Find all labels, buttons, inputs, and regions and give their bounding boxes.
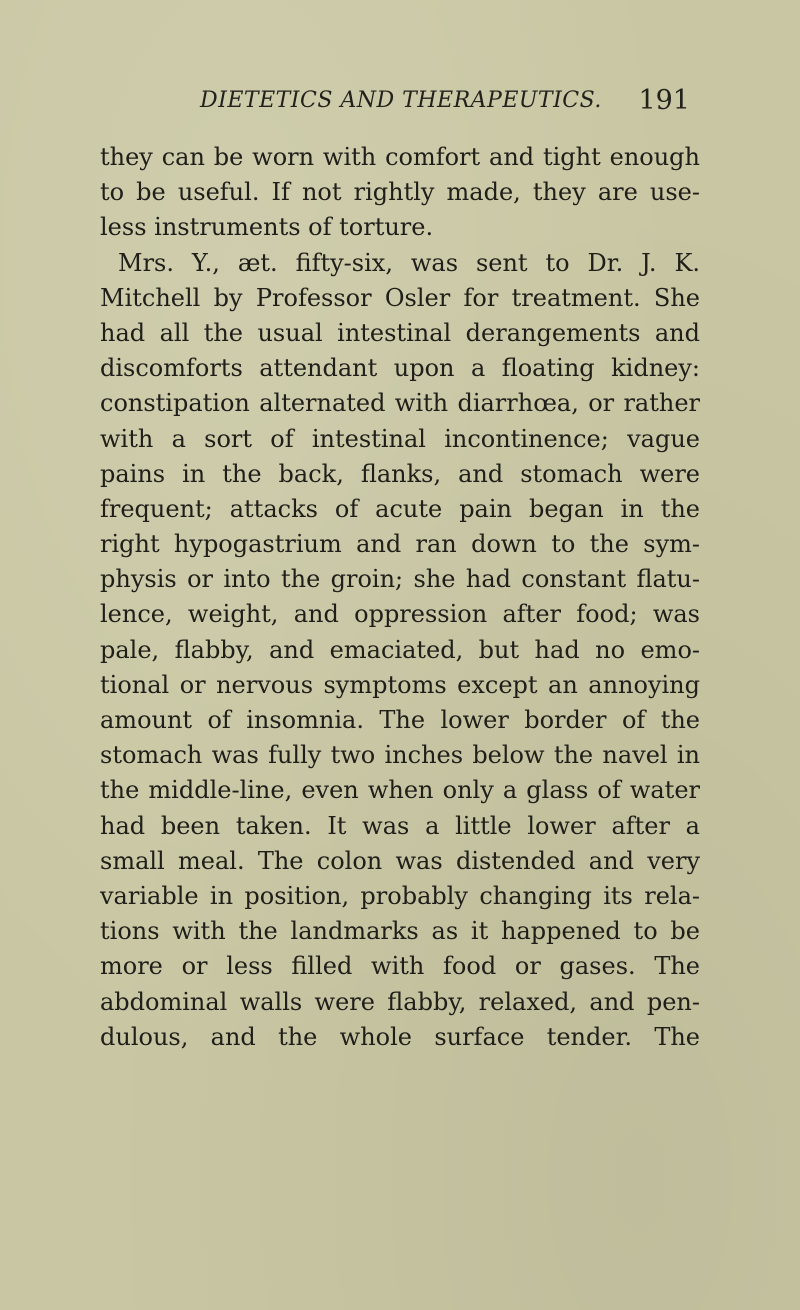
text-line: tions with the landmarks as it happened to be — [100, 917, 700, 946]
running-head — [200, 85, 690, 124]
text-line: pains in the back, flanks, and stomach were — [100, 459, 700, 488]
running-title: DIETETICS AND THERAPEUTICS. — [200, 88, 602, 113]
text-line: less instruments of torture. — [100, 213, 434, 242]
text-line: Mrs. Y., æt. fifty-six, was sent to Dr. J. K. — [118, 248, 700, 277]
text-line: small meal. The colon was distended and very — [100, 846, 700, 875]
text-line: constipation alternated with diarrhœa, or rather — [100, 389, 700, 418]
text-line: amount of insomnia. The lower border of the — [100, 706, 700, 734]
text-line: physis or into the groin; she had constant flatu- — [100, 565, 700, 594]
text-line: pale, flabby, and emaciated, but had no emo- — [100, 635, 700, 664]
text-line: they can be worn with comfort and tight enough — [100, 143, 700, 171]
text-line: variable in position, probably changing its rela- — [100, 881, 700, 910]
text-line: stomach was fully two inches below the navel in — [100, 741, 700, 770]
text-line: Mitchell by Professor Osler for treatment. She — [100, 283, 700, 312]
text-line: to be useful. If not rightly made, they are use- — [100, 178, 700, 207]
text-line: with a sort of intestinal incontinence; vague — [100, 424, 700, 453]
text-line: more or less filled with food or gases. The — [100, 952, 700, 981]
text-line: discomforts attendant upon a floating kidney: — [100, 354, 700, 383]
text-line: lence, weight, and oppression after food; was — [100, 600, 700, 629]
text-line: abdominal walls were flabby, relaxed, and pen- — [100, 987, 700, 1016]
text-line: the middle-line, even when only a glass of water — [100, 776, 700, 805]
text-line: right hypogastrium and ran down to the sym- — [100, 530, 700, 559]
text-line: frequent; attacks of acute pain began in the — [100, 494, 700, 523]
text-line: tional or nervous symptoms except an annoying — [100, 670, 700, 699]
page-number: 191 — [638, 85, 690, 116]
text-line: had all the usual intestinal derangements and — [100, 318, 700, 347]
body-text — [100, 140, 700, 1055]
text-line: dulous, and the whole surface tender. The — [100, 1022, 700, 1051]
text-line: had been taken. It was a little lower after a — [100, 811, 700, 840]
